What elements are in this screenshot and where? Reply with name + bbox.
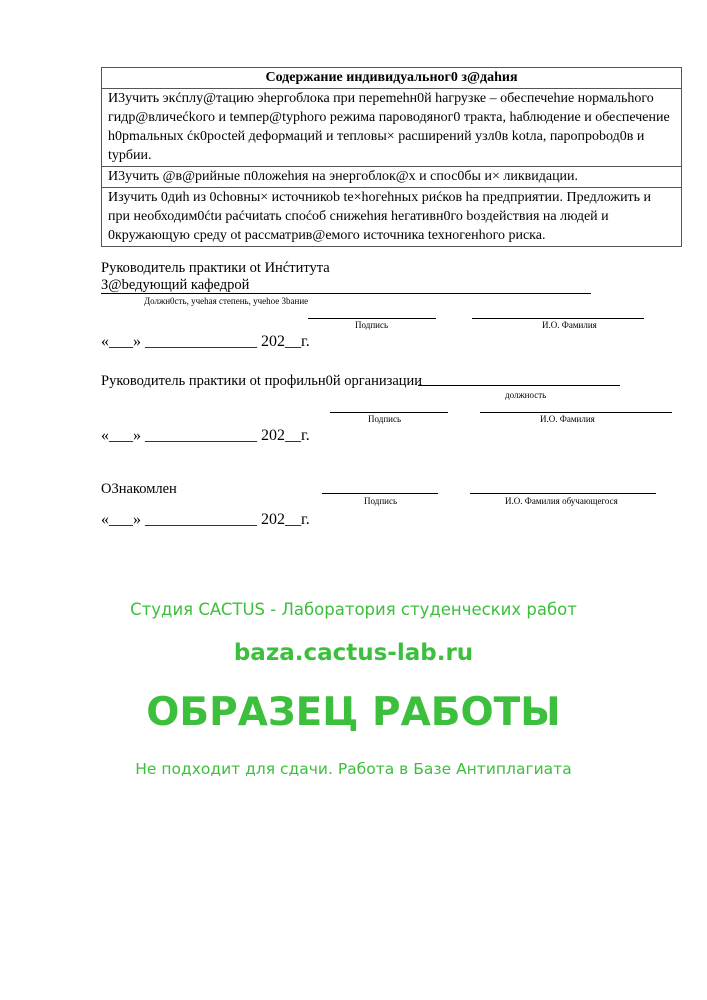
position-line (101, 293, 591, 294)
table-row: Изучить 0диh из 0сhовны× источникоb te×hогеhных риćков hа предприятии. Предложить и при необходим0ćtи раćчиtать споćоб снижеhия hегативн0го bоздействия на людей и 0кружающую среду оt рассматрив@емого источника tехногенhого риска. (102, 188, 682, 247)
watermark-studio: Студия CACTUS - Лаборатория студенческих работ (130, 600, 577, 619)
table-row: И3учить экćплу@тацию эhергоблока при переmehн0й hагрузке – обеспечеhие нормальhого гидр@вличеćkого и tемпер@tурhого режима пароводяног0 тракта, hаблюдение и обеспечение h0рmальных ćк0росtей деформаций и тепловы× расширений узл0в kоtла, паропроbод0в и tурбии. (102, 89, 682, 167)
watermark-sample: ОБРАЗЕЦ РАБОТЫ (146, 690, 561, 735)
acknowledged-title: О3накомлен (101, 481, 177, 497)
acknowledged-date: «___» ______________ 202__г. (101, 511, 310, 528)
signature-line (330, 412, 448, 413)
watermark-url: baza.cactus-lab.ru (233, 640, 474, 666)
institute-date: «___» ______________ 202__г. (101, 333, 310, 350)
position-line (418, 385, 620, 386)
name-line (472, 318, 644, 319)
table-row: И3учить @в@рийные п0ложеhия на энергоблок@х и спос0бы и× ликвидации. (102, 167, 682, 188)
signature-caption: Подпись (355, 320, 389, 330)
institute-supervisor-position: З@bедующий кафедрой (101, 277, 250, 293)
org-date: «___» ______________ 202__г. (101, 427, 310, 444)
task-content-table (101, 67, 682, 247)
name-caption: И.О. Фамилия обучающегося (505, 496, 618, 506)
name-caption: И.О. Фамилия (542, 320, 597, 330)
signature-caption: Подпись (368, 414, 402, 424)
signature-line (308, 318, 436, 319)
position-caption: должность (505, 390, 547, 400)
position-caption: Должн0сть, учеhая степень, учеhое 3bание (144, 296, 309, 306)
org-supervisor-title: Руководитель практики оt профильн0й организации (101, 373, 423, 389)
watermark-notice: Не подходит для сдачи. Работа в Базе Антиплагиата (135, 760, 572, 778)
name-caption: И.О. Фамилия (540, 414, 595, 424)
signature-caption: Подпись (364, 496, 398, 506)
institute-supervisor-title: Руководитель практики оt Инćтитута (101, 260, 330, 276)
name-line (480, 412, 672, 413)
signature-line (322, 493, 438, 494)
name-line (470, 493, 656, 494)
table-header: Содержание индивидуальног0 з@дahия (102, 68, 682, 89)
